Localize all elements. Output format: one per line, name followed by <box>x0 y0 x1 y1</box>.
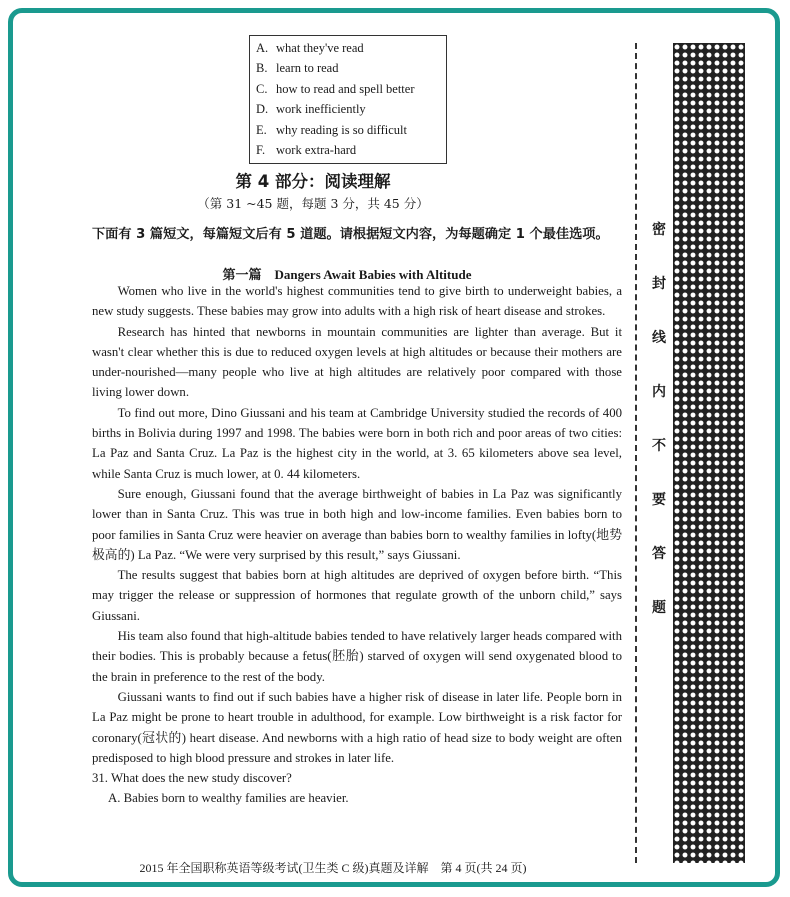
section-subtitle: （第 31 ~45 题，每题 3 分，共 45 分） <box>197 196 429 211</box>
option-d: D. work inefficiently <box>256 102 366 117</box>
seal-notice <box>647 219 671 651</box>
options-box <box>249 35 447 164</box>
option-e: E. why reading is so difficult <box>256 122 407 137</box>
paragraph: Research has hinted that newborns in mountain communities are lighter than average. But it wasn't clear whether this is due to reduced oxygen levels at high altitudes or because their mothers are under-nourished—many people who live at high altitudes are relatively poor compared with those living lower down. <box>92 324 622 400</box>
section-title: 第 4 部分：阅读理解 <box>235 172 391 191</box>
seal-char: 答 <box>652 546 666 562</box>
seal-char: 题 <box>652 600 666 616</box>
seal-dashed-line <box>635 43 637 863</box>
paragraph: Sure enough, Giussani found that the average birthweight of babies in La Paz was significantly lower than in Santa Cruz. This was true in both high and low-income families. Even babies born to poor families in Santa Cruz were heavier on average than babies born to wealthy families in lofty(地势极高的) La Paz. “We were very surprised by this result,” says Giussani. <box>92 486 622 562</box>
seal-char: 密 <box>652 222 666 238</box>
option-c: C. how to read and spell better <box>256 81 415 96</box>
paragraph: Women who live in the world's highest communities tend to give birth to underweight babies, a new study suggests. These babies may grow into adults with a high risk of heart disease and strokes. <box>92 284 622 319</box>
answer-option-a: A. Babies born to wealthy families are heavier. <box>108 791 349 806</box>
paragraph: The results suggest that babies born at high altitudes are deprived of oxygen before birth. “This may trigger the release or suppression of hormones that regulate growth of the unborn child,” says Giussani. <box>92 568 622 623</box>
instructions: 下面有 3 篇短文，每篇短文后有 5 道题。请根据短文内容，为每题确定 1 个最佳选项。 <box>92 227 609 242</box>
binding-pattern-band <box>673 43 745 863</box>
paragraph: To find out more, Dino Giussani and his team at Cambridge University studied the records of 400 births in Bolivia during 1997 and 1998. The babies were born in both rich and poor areas of two cities: La Paz and Santa Cruz. La Paz is the highest city in the world, at 3. 65 kilometers above sea level, while Santa Cruz is much lower, at 0. 44 kilometers. <box>92 405 622 481</box>
seal-char: 内 <box>652 384 666 400</box>
exam-page <box>13 13 775 882</box>
passage <box>92 281 622 809</box>
passage-title: 第一篇 Dangers Await Babies with Altitude <box>222 267 472 282</box>
page-frame <box>8 8 780 887</box>
page-footer: 2015 年全国职称英语等级考试(卫生类 C 级)真题及详解 第 4 页(共 24 页) <box>139 861 527 875</box>
seal-char: 线 <box>652 330 666 346</box>
paragraph: His team also found that high-altitude babies tended to have relatively larger heads compared with their bodies. This is probably because a fetus(胚胎) starved of oxygen will send oxygenated blood to the brain in preference to the rest of the body. <box>92 629 622 684</box>
question-31: 31. What does the new study discover? <box>92 771 292 786</box>
option-b: B. learn to read <box>256 61 339 76</box>
seal-char: 要 <box>652 492 666 508</box>
option-a: A. what they've read <box>256 41 364 55</box>
seal-char: 封 <box>652 276 666 292</box>
paragraph: Giussani wants to find out if such babies have a higher risk of disease in later life. People born in La Paz might be prone to heart trouble in adulthood, for example. Low birthweight is a risk factor for coronary(冠状的) heart disease. And newborns with a high ratio of head size to body weight are often predisposed to high blood pressure and strokes in later life. <box>92 689 622 765</box>
seal-char: 不 <box>652 438 666 454</box>
option-f: F. work extra-hard <box>256 143 357 158</box>
